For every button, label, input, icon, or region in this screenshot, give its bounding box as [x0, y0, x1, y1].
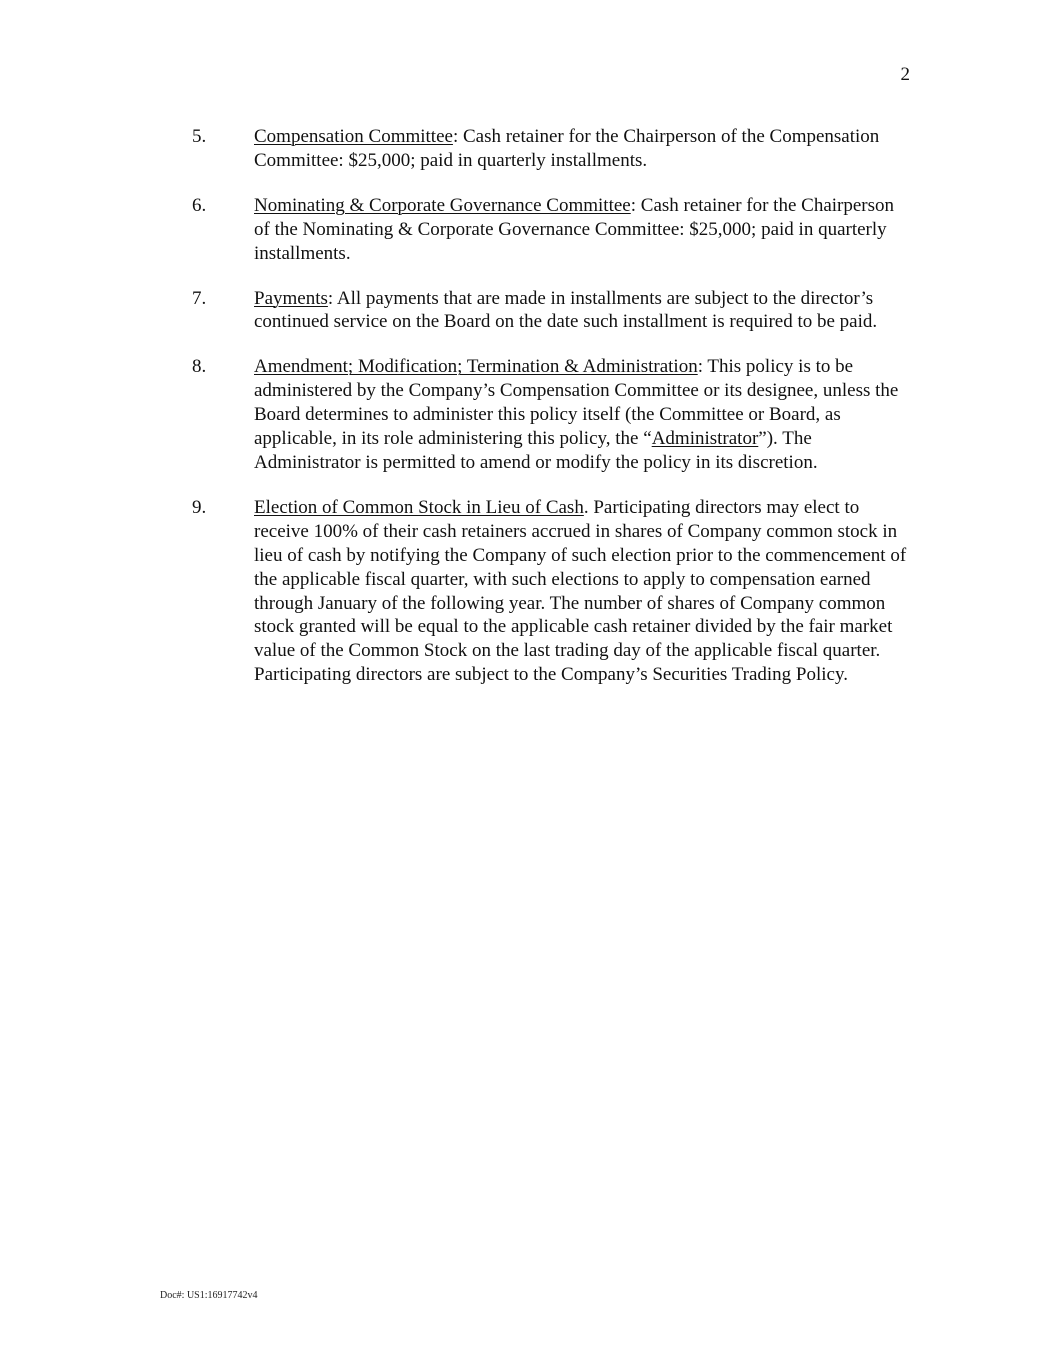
- list-item-6: [192, 194, 912, 266]
- list-item-8: [192, 355, 912, 475]
- item-number: 6.: [192, 194, 207, 216]
- item-text: Cash retainer for the Chairperson of the Nominating & Corporate Governance Committee: $25,000; paid in quarterly installments.: [254, 194, 895, 264]
- list-item-5: [192, 125, 912, 173]
- item-body: [254, 194, 912, 266]
- list-item-9: [192, 496, 912, 687]
- item-body: [254, 496, 912, 687]
- defined-term: Administrator: [651, 428, 759, 450]
- list-item-7: [192, 287, 912, 335]
- item-body: [254, 125, 912, 173]
- heading-separator: :: [697, 356, 703, 378]
- item-body: [254, 355, 912, 475]
- heading-separator: :: [630, 194, 637, 216]
- item-text: This policy is to be administered by the Company’s Compensation Committee or its designee, unless the Board determines to administer this policy itself (the Committee or Board, as applicable, in its role administering this policy, the “: [254, 356, 899, 450]
- heading-separator: .: [583, 496, 589, 518]
- item-number: 7.: [192, 287, 207, 309]
- item-heading: Nominating & Corporate Governance Committee: [254, 194, 631, 216]
- item-text-continued: ”). The Administrator is permitted to amend or modify the policy in its discretion.: [254, 428, 818, 473]
- item-text: Cash retainer for the Chairperson of the Compensation Committee: $25,000; paid in quarterly installments.: [254, 126, 880, 171]
- item-body: [254, 287, 912, 335]
- item-number: 9.: [192, 496, 207, 518]
- item-heading: Election of Common Stock in Lieu of Cash: [254, 496, 584, 518]
- item-number: 8.: [192, 356, 207, 378]
- numbered-list: [192, 125, 912, 708]
- item-number: 5.: [192, 126, 207, 147]
- item-heading: Amendment; Modification; Termination & Administration: [254, 356, 698, 378]
- heading-separator: :: [327, 287, 334, 309]
- heading-separator: :: [452, 126, 459, 147]
- page-number: 2: [900, 64, 910, 85]
- item-heading: Payments: [254, 287, 328, 309]
- item-text: All payments that are made in installments are subject to the director’s continued service on the Board on the date such installment is required to be paid.: [254, 287, 878, 333]
- item-heading: Compensation Committee: [254, 126, 453, 147]
- item-text: Participating directors may elect to receive 100% of their cash retainers accrued in shares of Company common stock in lieu of cash by notifying the Company of such election prior to the commencement of the applicable fiscal quarter, with such elections to apply to compensation earned through January of the following year. The number of shares of Company common stock granted will be equal to the applicable cash retainer divided by the fair market value of the Common Stock on the last trading day of the applicable fiscal quarter. Participating directors are subject to the Company’s Securities Trading Policy.: [254, 496, 907, 686]
- document-footer: Doc#: US1:16917742v4: [160, 1290, 258, 1301]
